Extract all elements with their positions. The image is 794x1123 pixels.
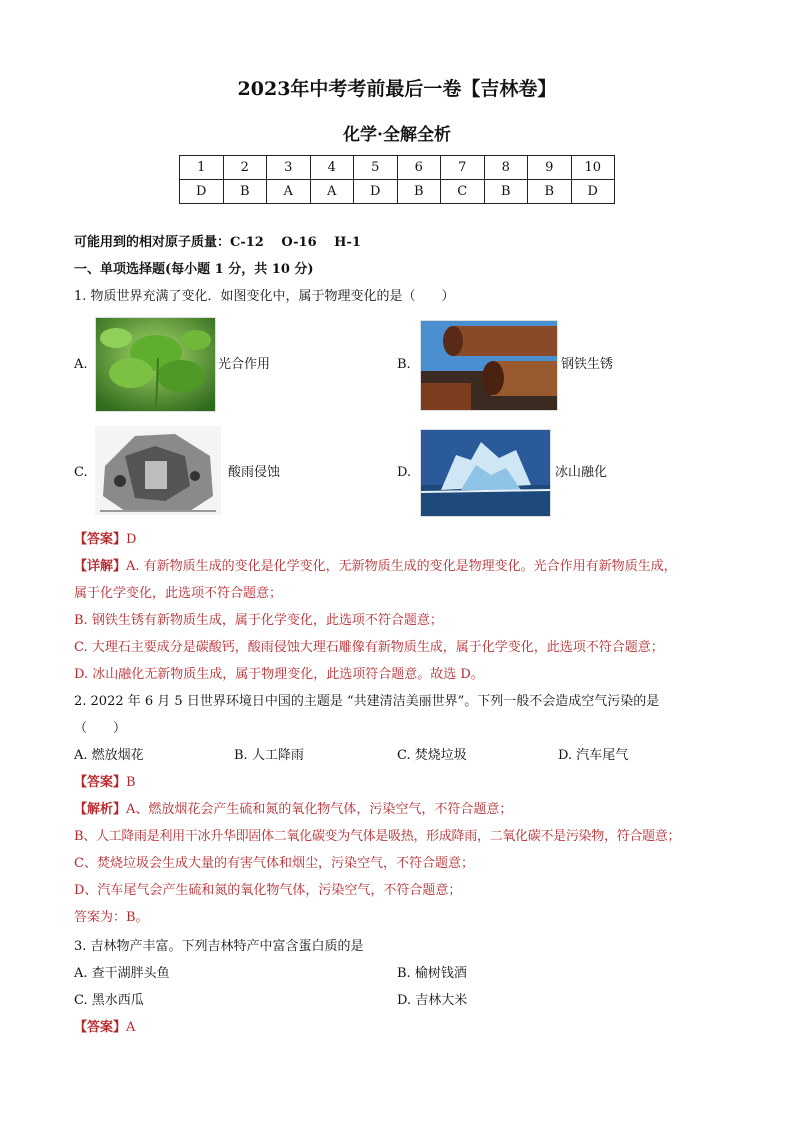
- analysis-text: A. 有新物质生成的变化是化学变化，无新物质生成的变化是物理变化。光合作用有新物质生成，: [126, 559, 677, 574]
- q3-option-c: C. 黑水西瓜: [74, 993, 144, 1008]
- answer-value: B: [126, 775, 136, 790]
- answer-key-letters-row: [180, 180, 615, 204]
- answer-key-letter: A: [310, 180, 354, 204]
- answer-key-number: 8: [484, 156, 528, 180]
- leaf-photo-icon: [95, 317, 216, 412]
- q3-option-a: A. 查干湖胖头鱼: [74, 966, 170, 981]
- q2-option-d: D. 汽车尾气: [558, 748, 629, 763]
- question-1-stem: 1. 物质世界充满了变化．如图变化中，属于物理变化的是（ ）: [74, 289, 455, 304]
- q3-option-b: B. 榆树钱酒: [397, 966, 467, 981]
- answer-key-letter: B: [223, 180, 267, 204]
- section-heading: 一、单项选择题(每小题 1 分，共 10 分): [74, 262, 314, 277]
- q3-option-d: D. 吉林大米: [397, 993, 468, 1008]
- q1-analysis-line: [74, 558, 677, 576]
- answer-key-number: 7: [441, 156, 485, 180]
- answer-key-letter: A: [267, 180, 311, 204]
- answer-key-number: 1: [180, 156, 224, 180]
- answer-key-letter: B: [484, 180, 528, 204]
- q2-option-a: A. 燃放烟花: [74, 748, 144, 763]
- iceberg-photo-icon: [420, 429, 551, 517]
- question-2-stem-cont: （ ）: [74, 721, 127, 736]
- q3-answer: [74, 1019, 135, 1037]
- answer-key-letter: D: [571, 180, 615, 204]
- analysis-text: A、燃放烟花会产生硫和氮的氧化物气体，污染空气，不符合题意；: [126, 802, 513, 817]
- q1-option-a-label: 光合作用: [218, 357, 271, 372]
- q2-analysis-line: [74, 801, 512, 819]
- question-2-stem: 2. 2022 年 6 月 5 日世界环境日中国的主题是 “共建清洁美丽世界”。下列一般不会造成空气污染的是: [74, 694, 660, 709]
- answer-key-number: 2: [223, 156, 267, 180]
- q1-analysis-line: C. 大理石主要成分是碳酸钙，酸雨侵蚀大理石雕像有新物质生成，属于化学变化，此选项不符合题意；: [74, 640, 664, 655]
- answer-value: A: [126, 1020, 136, 1035]
- q1-option-d-letter: D.: [397, 465, 412, 480]
- page-subtitle: 化学·全解全析: [343, 125, 451, 145]
- q1-option-a-letter: A.: [74, 357, 88, 372]
- q1-option-d-label: 冰山融化: [555, 465, 608, 480]
- q2-analysis-line: C、焚烧垃圾会生成大量的有害气体和烟尘，污染空气，不符合题意；: [74, 856, 474, 871]
- answer-key-number: 3: [267, 156, 311, 180]
- answer-tag: 【答案】: [74, 1020, 127, 1035]
- analysis-tag: 【解析】: [74, 802, 127, 817]
- page-title: 2023年中考考前最后一卷【吉林卷】: [237, 78, 557, 100]
- q1-answer: [74, 531, 136, 549]
- answer-key-number: 10: [571, 156, 615, 180]
- q2-analysis-line: D、汽车尾气会产生硫和氮的氧化物气体，污染空气，不符合题意；: [74, 883, 462, 898]
- q1-analysis-line: D. 冰山融化无新物质生成，属于物理变化，此选项符合题意。故选 D。: [74, 667, 484, 682]
- q2-analysis-line: B、人工降雨是利用干冰升华即固体二氧化碳变为气体是吸热，形成降雨，二氧化碳不是污染物，符合题意；: [74, 829, 681, 844]
- q1-option-b-letter: B.: [397, 357, 411, 372]
- answer-key-table: [179, 155, 615, 204]
- q2-conclusion: 答案为：B。: [74, 910, 149, 925]
- answer-tag: 【答案】: [74, 775, 127, 790]
- analysis-tag: 【详解】: [74, 559, 127, 574]
- answer-key-letter: C: [441, 180, 485, 204]
- answer-key-number: 6: [397, 156, 441, 180]
- answer-tag: 【答案】: [74, 532, 127, 547]
- q1-option-c-letter: C.: [74, 465, 88, 480]
- q1-option-c-label: 酸雨侵蚀: [228, 465, 281, 480]
- atomic-mass-note: 可能用到的相对原子质量：C-12 O-16 H-1: [74, 235, 361, 250]
- answer-key-number: 9: [528, 156, 572, 180]
- q2-option-b: B. 人工降雨: [234, 748, 304, 763]
- answer-key-letter: B: [397, 180, 441, 204]
- q1-analysis-line: 属于化学变化，此选项不符合题意；: [74, 586, 283, 601]
- eroded-statue-photo-icon: [95, 426, 221, 515]
- answer-key-letter: D: [354, 180, 398, 204]
- answer-key-number: 4: [310, 156, 354, 180]
- question-3-stem: 3. 吉林物产丰富。下列吉林特产中富含蛋白质的是: [74, 939, 364, 954]
- q2-answer: [74, 774, 136, 792]
- q1-analysis-line: B. 钢铁生锈有新物质生成，属于化学变化，此选项不符合题意；: [74, 613, 443, 628]
- answer-key-letter: D: [180, 180, 224, 204]
- answer-key-letter: B: [528, 180, 572, 204]
- q2-option-c: C. 焚烧垃圾: [397, 748, 467, 763]
- answer-key-number: 5: [354, 156, 398, 180]
- answer-value: D: [126, 532, 137, 547]
- rusty-pipe-photo-icon: [420, 320, 558, 411]
- q1-option-b-label: 钢铁生锈: [561, 357, 614, 372]
- answer-key-numbers-row: [180, 156, 615, 180]
